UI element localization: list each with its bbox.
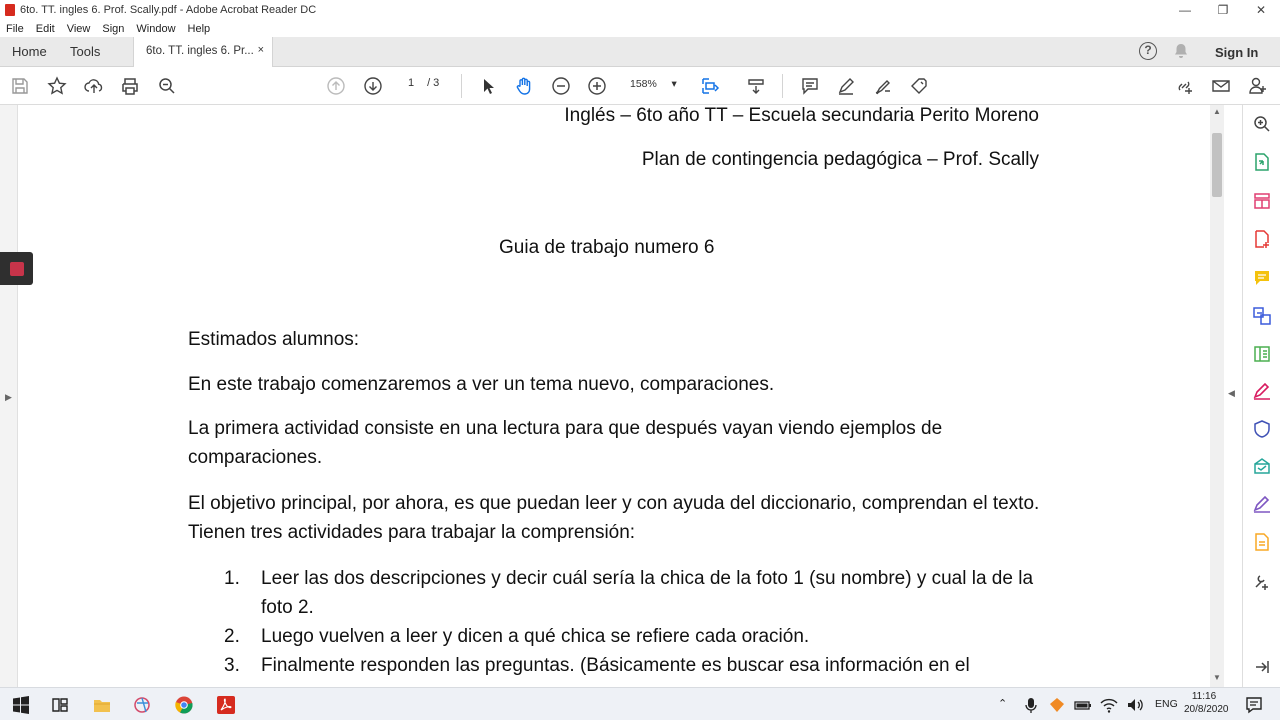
- zoom-level-select[interactable]: 158% ▾: [630, 78, 677, 90]
- close-tab-icon[interactable]: ×: [257, 44, 264, 56]
- tab-document[interactable]: [133, 37, 273, 67]
- battery-icon[interactable]: [1073, 695, 1093, 715]
- scroll-mode-icon[interactable]: [745, 75, 767, 97]
- list-item: [188, 564, 1038, 622]
- list-item-number: 3.: [224, 655, 240, 676]
- objective-paragraph: El objetivo principal, por ahora, es que puedan leer y con ayuda del diccionario, comprendan el texto. Tienen tres actividades para trabajar la comprensión:: [188, 493, 1040, 543]
- collapse-pane-icon[interactable]: [1252, 657, 1272, 677]
- task-view-icon[interactable]: [50, 695, 70, 715]
- app-tray-icon[interactable]: [1047, 695, 1067, 715]
- print-icon[interactable]: [119, 75, 141, 97]
- clock-date: 20/8/2020: [1184, 704, 1229, 715]
- fill-sign-icon[interactable]: [908, 75, 930, 97]
- menu-window[interactable]: Window: [136, 22, 176, 35]
- menu-bar: [0, 20, 1280, 37]
- share-link-icon[interactable]: [1173, 75, 1195, 97]
- show-hidden-icons-icon[interactable]: ⌃: [998, 698, 1008, 710]
- zoom-level-value: 158%: [630, 78, 657, 90]
- send-file-icon[interactable]: [1252, 532, 1272, 552]
- organize-pages-icon[interactable]: [1252, 191, 1272, 211]
- menu-edit[interactable]: Edit: [35, 22, 55, 35]
- combine-files-icon[interactable]: [1252, 306, 1272, 326]
- list-item-number: 2.: [224, 626, 240, 647]
- sign-in-button[interactable]: Sign In: [1215, 45, 1259, 60]
- tab-tools[interactable]: Tools: [70, 44, 101, 59]
- highlight-pen-icon[interactable]: [835, 75, 857, 97]
- menu-help[interactable]: Help: [187, 22, 211, 35]
- zoom-in-icon[interactable]: [586, 75, 608, 97]
- tab-home[interactable]: Home: [12, 44, 47, 59]
- windows-taskbar: [0, 687, 1280, 720]
- collapse-right-icon[interactable]: ◀: [1228, 388, 1235, 398]
- paint-app-icon[interactable]: [133, 695, 153, 715]
- left-panel-toggle[interactable]: [0, 105, 18, 687]
- maximize-button[interactable]: ❐: [1217, 3, 1229, 17]
- comment-icon[interactable]: [799, 75, 821, 97]
- wifi-icon[interactable]: [1099, 695, 1119, 715]
- floating-stop-button[interactable]: [0, 252, 33, 285]
- edit-pdf-icon[interactable]: [1252, 344, 1272, 364]
- zoom-search-icon[interactable]: [156, 75, 178, 97]
- clock-time: 11:16: [1191, 691, 1217, 702]
- window-title: 6to. TT. ingles 6. Prof. Scally.pdf - Adobe Acrobat Reader DC: [20, 4, 317, 16]
- activity-list: [188, 564, 1038, 680]
- create-pdf-icon[interactable]: [1252, 229, 1272, 249]
- protect-shield-icon[interactable]: [1252, 419, 1272, 439]
- zoom-out-icon[interactable]: [550, 75, 572, 97]
- upload-cloud-icon[interactable]: [83, 75, 105, 97]
- toolbar-divider: [782, 74, 783, 98]
- page-indicator: [398, 77, 439, 89]
- export-pdf-icon[interactable]: [1252, 152, 1272, 172]
- windows-start-icon[interactable]: [11, 695, 31, 715]
- notifications-icon[interactable]: [1244, 695, 1264, 715]
- next-page-icon[interactable]: [362, 75, 384, 97]
- tab-bar: [0, 37, 1280, 67]
- page-number-input[interactable]: 1: [407, 77, 415, 89]
- vertical-scrollbar[interactable]: [1210, 105, 1224, 687]
- close-window-button[interactable]: ✕: [1255, 3, 1267, 17]
- tools-pane: [1242, 105, 1280, 687]
- bell-icon[interactable]: [1173, 43, 1189, 59]
- page-total: / 3: [427, 77, 440, 89]
- search-zoom-icon[interactable]: [1252, 114, 1272, 134]
- list-item-text: Luego vuelven a leer y dicen a qué chica se refiere cada oración.: [261, 626, 810, 647]
- volume-icon[interactable]: [1125, 695, 1145, 715]
- comment-tool-icon[interactable]: [1252, 268, 1272, 288]
- send-for-review-icon[interactable]: [1252, 456, 1272, 476]
- hand-tool-icon[interactable]: [513, 75, 535, 97]
- list-item: [188, 622, 1038, 651]
- list-item-text: Leer las dos descripciones y decir cuál sería la chica de la foto 1 (su nombre) y cual la de la foto 2.: [261, 568, 1034, 618]
- minimize-button[interactable]: —: [1179, 3, 1191, 17]
- microphone-icon[interactable]: [1021, 695, 1041, 715]
- menu-view[interactable]: View: [66, 22, 91, 35]
- pdf-app-icon: [5, 4, 15, 16]
- right-panel-toggle[interactable]: [1224, 105, 1242, 687]
- input-language[interactable]: ENG: [1155, 698, 1178, 710]
- scroll-down-icon[interactable]: ▼: [1213, 673, 1221, 682]
- more-tools-icon[interactable]: [1252, 571, 1272, 591]
- document-viewport[interactable]: [0, 105, 1242, 687]
- scrollbar-thumb[interactable]: [1212, 133, 1222, 197]
- star-icon[interactable]: [46, 75, 68, 97]
- list-item-number: 1.: [224, 568, 240, 589]
- expand-left-icon[interactable]: ▶: [5, 392, 12, 402]
- list-item: [188, 651, 1038, 680]
- menu-file[interactable]: File: [6, 22, 24, 35]
- email-icon[interactable]: [1210, 75, 1232, 97]
- previous-page-icon[interactable]: [325, 75, 347, 97]
- add-user-icon[interactable]: [1247, 75, 1269, 97]
- title-bar: [0, 0, 1280, 20]
- main-toolbar: [0, 67, 1280, 105]
- greeting-paragraph: Estimados alumnos:: [188, 329, 360, 350]
- save-icon[interactable]: [9, 75, 31, 97]
- toolbar-divider: [461, 74, 462, 98]
- fill-and-sign-icon[interactable]: [1252, 381, 1272, 401]
- file-explorer-icon[interactable]: [92, 695, 112, 715]
- clock[interactable]: [1184, 690, 1229, 716]
- intro-paragraph: En este trabajo comenzaremos a ver un tema nuevo, comparaciones.: [188, 374, 775, 395]
- document-title: Guia de trabajo numero 6: [499, 237, 715, 258]
- menu-sign[interactable]: Sign: [102, 22, 125, 35]
- sign-pen-icon[interactable]: [872, 75, 894, 97]
- document-header-plan: Plan de contingencia pedagógica – Prof. Scally: [641, 149, 1039, 170]
- fit-page-icon[interactable]: [699, 75, 721, 97]
- activity-paragraph: La primera actividad consiste en una lectura para que después vayan viendo ejemplos de comparaciones.: [188, 418, 943, 468]
- chrome-icon[interactable]: [174, 695, 194, 715]
- list-item-text: Finalmente responden las preguntas. (Básicamente es buscar esa información en el: [261, 655, 970, 676]
- request-signature-icon[interactable]: [1252, 494, 1272, 514]
- document-header-school: Inglés – 6to año TT – Escuela secundaria Perito Moreno: [564, 105, 1039, 126]
- scroll-up-icon[interactable]: ▲: [1213, 107, 1221, 116]
- help-icon[interactable]: ?: [1139, 42, 1157, 60]
- tab-document-label: 6to. TT. ingles 6. Pr...: [146, 45, 254, 57]
- stop-icon: [10, 262, 24, 276]
- acrobat-reader-icon[interactable]: [216, 695, 236, 715]
- select-cursor-icon[interactable]: [477, 75, 499, 97]
